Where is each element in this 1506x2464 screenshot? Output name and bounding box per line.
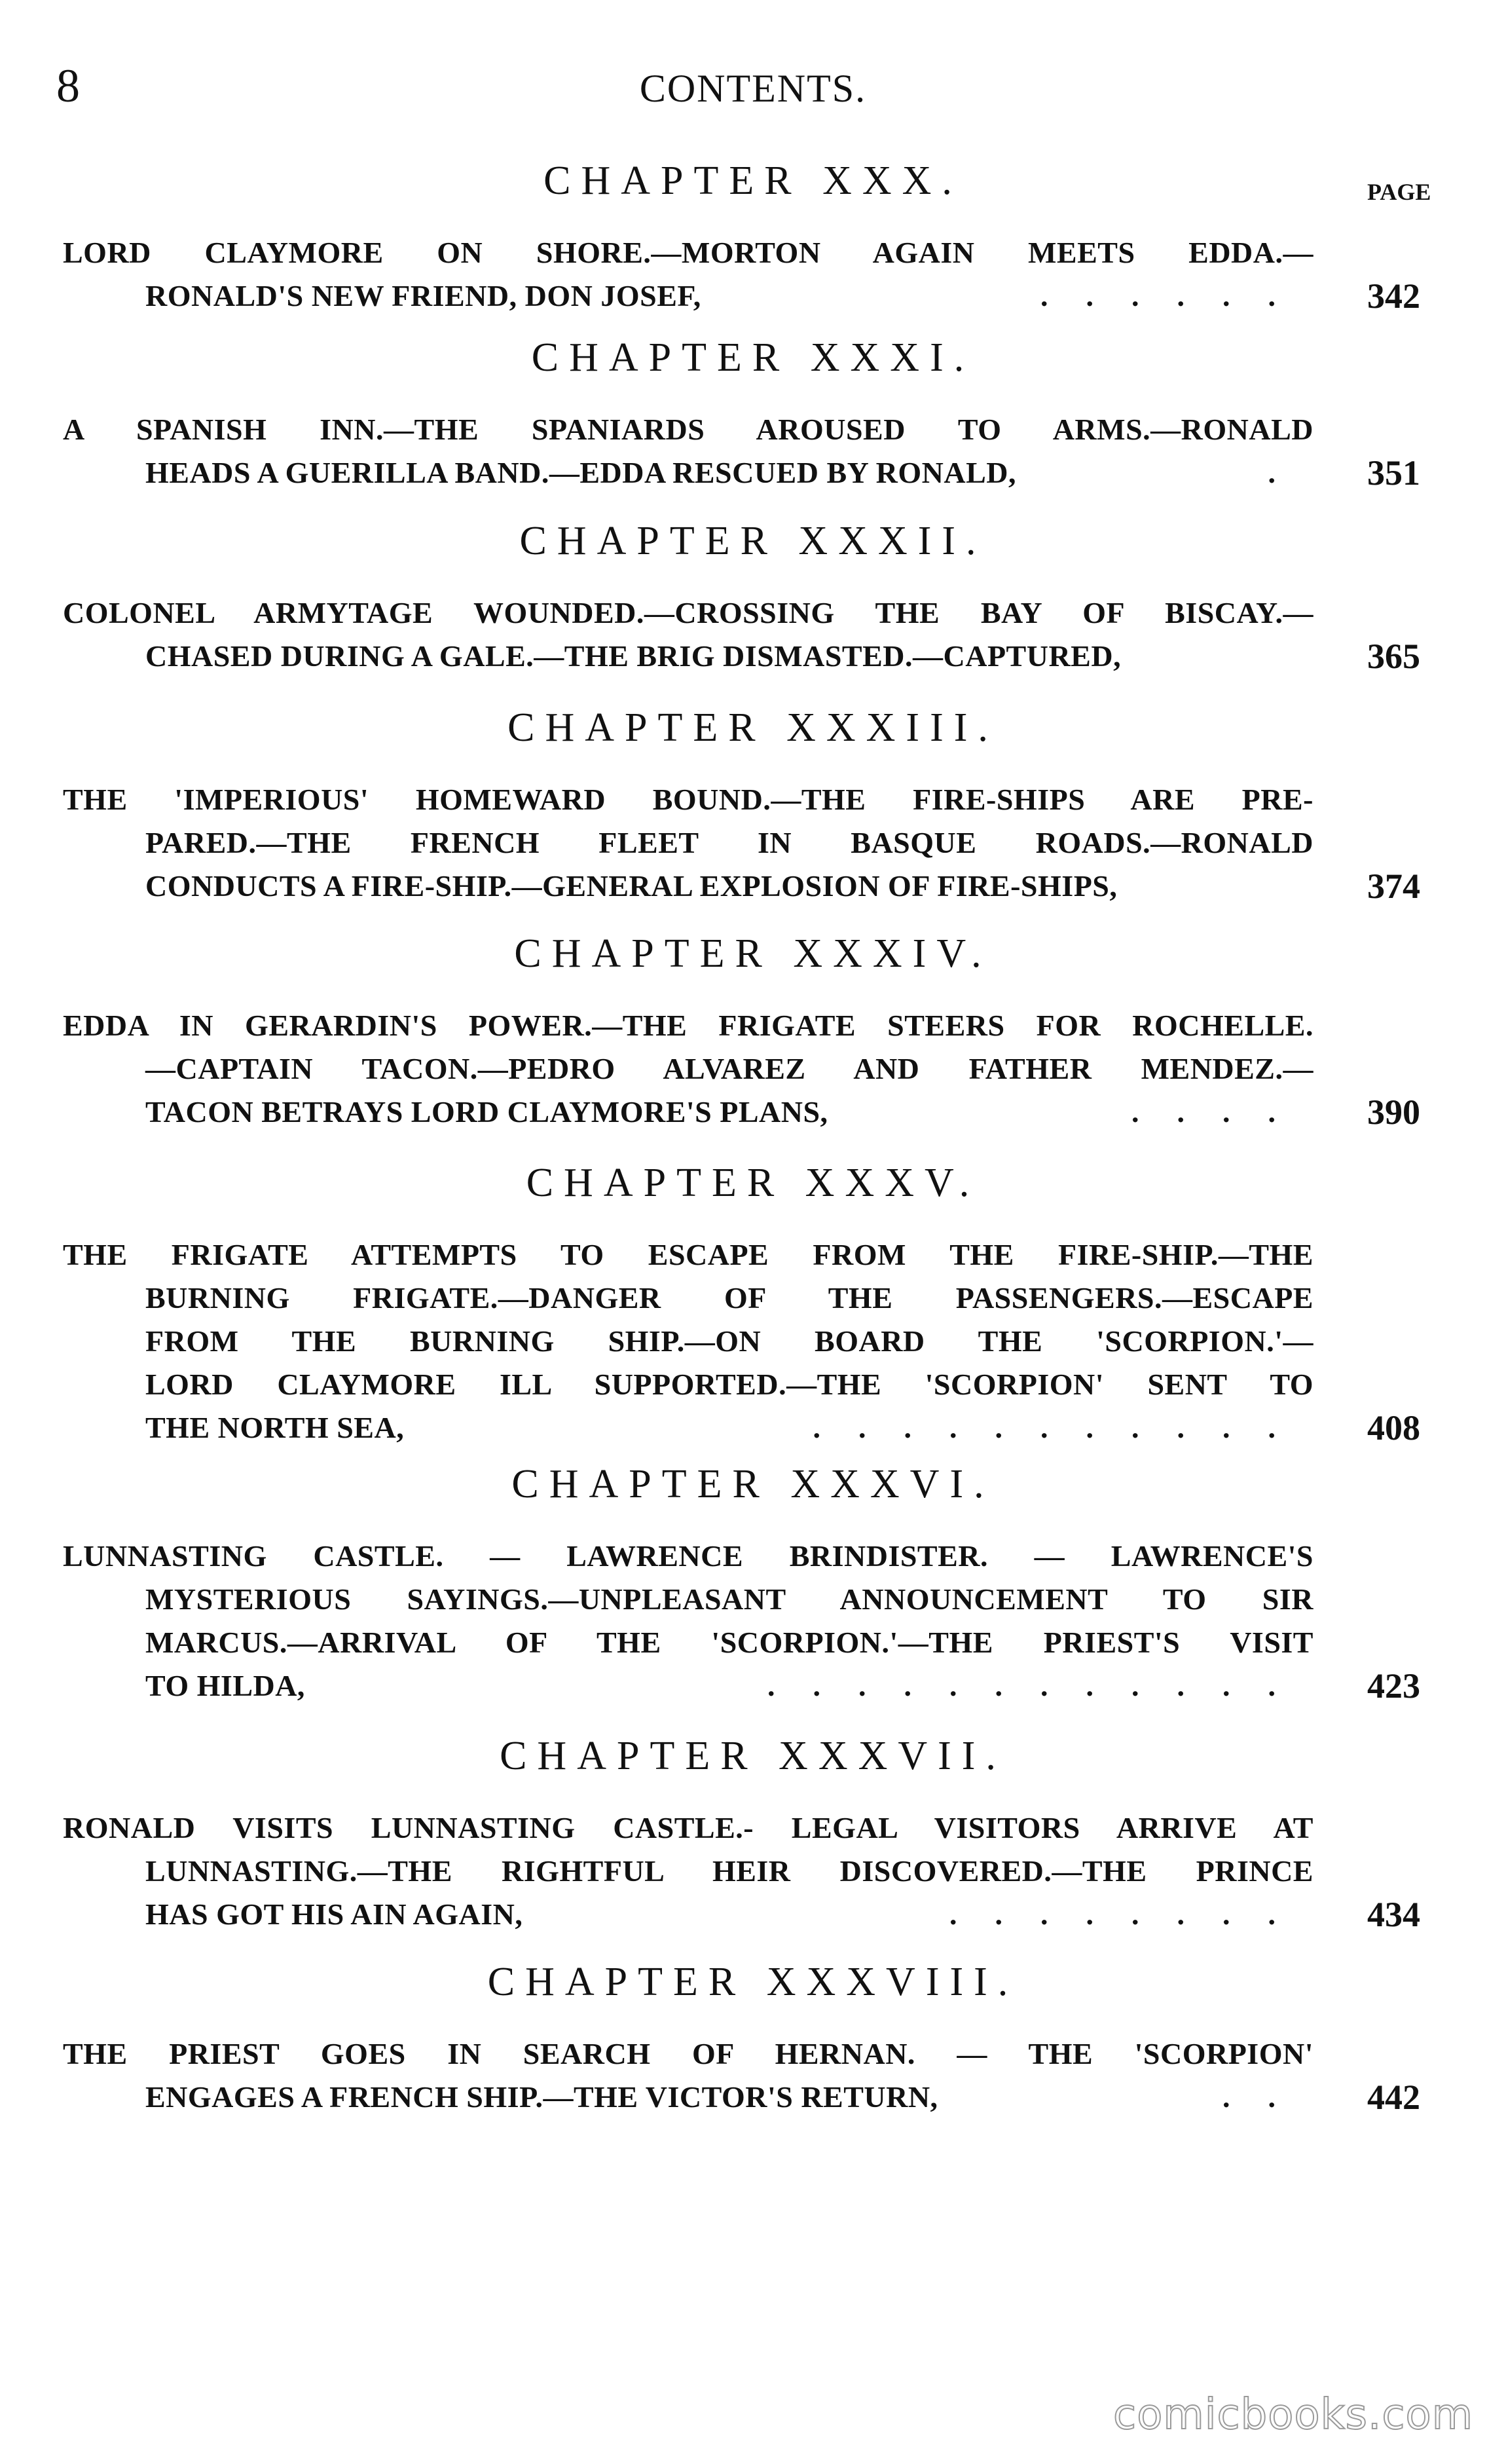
chapter-heading: CHAPTER XXXII. <box>519 519 987 563</box>
page-column-label: PAGE <box>1367 179 1431 205</box>
chapter-page-number: 374 <box>1367 867 1420 906</box>
summary-last-line <box>145 274 1313 318</box>
dot-leader: . <box>1268 456 1313 489</box>
summary-last-line <box>145 1091 1313 1134</box>
summary-line: LUNNASTING CASTLE. — LAWRENCE BRINDISTER. — LAWRENCE'S <box>63 1539 1313 1573</box>
summary-line: A SPANISH INN.—THE SPANIARDS AROUSED TO ARMS.—RONALD <box>63 413 1313 446</box>
chapter-summary <box>0 591 1506 678</box>
summary-line: RONALD VISITS LUNNASTING CASTLE.- LEGAL VISITORS ARRIVE AT <box>63 1811 1313 1844</box>
chapter-summary <box>0 2032 1506 2119</box>
chapter-heading: CHAPTER XXXVI. <box>511 1462 995 1506</box>
chapter-summary <box>0 1535 1506 1708</box>
summary-line: EDDA IN GERARDIN'S POWER.—THE FRIGATE STEERS FOR ROCHELLE. <box>63 1009 1313 1042</box>
chapter-entry <box>0 1736 1506 1936</box>
summary-line: CHASED DURING A GALE.—THE BRIG DISMASTED.—CAPTURED, <box>145 639 1122 673</box>
dot-leader: ........ <box>949 1897 1313 1931</box>
chapter-heading: CHAPTER XXXIII. <box>507 705 999 750</box>
chapter-page-number: 390 <box>1367 1092 1420 1132</box>
summary-last-line <box>145 2076 1313 2119</box>
summary-line: THE FRIGATE ATTEMPTS TO ESCAPE FROM THE FIRE-SHIP.—THE <box>63 1238 1313 1271</box>
summary-line: THE NORTH SEA, <box>145 1411 405 1444</box>
chapter-page-number: 434 <box>1367 1895 1420 1934</box>
summary-line: ENGAGES A FRENCH SHIP.—THE VICTOR'S RETURN, <box>145 2080 938 2114</box>
chapter-heading: CHAPTER XXXVII. <box>500 1734 1006 1778</box>
chapter-summary <box>0 1004 1506 1134</box>
summary-last-line <box>145 1664 1313 1708</box>
chapter-heading: CHAPTER XXXI. <box>531 335 975 380</box>
summary-line: LORD CLAYMORE ILL SUPPORTED.—THE 'SCORPION' SENT TO <box>145 1368 1313 1401</box>
chapter-summary <box>0 1806 1506 1936</box>
chapter-summary <box>0 408 1506 495</box>
summary-line: RONALD'S NEW FRIEND, DON JOSEF, <box>145 279 701 312</box>
summary-line: THE PRIEST GOES IN SEARCH OF HERNAN. — THE 'SCORPION' <box>63 2037 1313 2070</box>
summary-line: HEADS A GUERILLA BAND.—EDDA RESCUED BY RONALD, <box>145 456 1016 489</box>
dot-leader: .. <box>1222 2080 1313 2114</box>
running-title: CONTENTS. <box>639 67 867 110</box>
summary-line: —CAPTAIN TACON.—PEDRO ALVAREZ AND FATHER MENDEZ.— <box>145 1052 1313 1085</box>
summary-line: THE 'IMPERIOUS' HOMEWARD BOUND.—THE FIRE-SHIPS ARE PRE- <box>63 783 1313 816</box>
chapter-entry <box>0 160 1506 318</box>
chapter-heading: CHAPTER XXXVIII. <box>487 1960 1019 2004</box>
summary-line: LORD CLAYMORE ON SHORE.—MORTON AGAIN MEETS EDDA.— <box>63 236 1313 269</box>
dot-leader: ...... <box>1040 279 1313 312</box>
chapter-entry <box>0 707 1506 908</box>
chapter-summary <box>0 231 1506 318</box>
summary-last-line <box>145 865 1313 908</box>
summary-line: COLONEL ARMYTAGE WOUNDED.—CROSSING THE BAY OF BISCAY.— <box>63 596 1313 629</box>
summary-line: BURNING FRIGATE.—DANGER OF THE PASSENGERS.—ESCAPE <box>145 1281 1313 1315</box>
chapter-page-number: 365 <box>1367 637 1420 676</box>
dot-leader: ............ <box>767 1669 1313 1702</box>
page-number: 8 <box>56 60 80 112</box>
summary-last-line <box>145 1893 1313 1936</box>
summary-line: FROM THE BURNING SHIP.—ON BOARD THE 'SCORPION.'— <box>145 1324 1313 1358</box>
chapter-page-number: 442 <box>1367 2078 1420 2117</box>
dot-leader: .... <box>1131 1095 1313 1129</box>
chapter-entry <box>0 1464 1506 1708</box>
chapter-entry <box>0 1163 1506 1449</box>
chapter-entry <box>0 1962 1506 2119</box>
summary-last-line <box>145 451 1313 495</box>
chapter-entry <box>0 337 1506 495</box>
chapter-heading: CHAPTER XXXIV. <box>514 931 992 976</box>
summary-line: HAS GOT HIS AIN AGAIN, <box>145 1897 523 1931</box>
chapter-page-number: 351 <box>1367 453 1420 493</box>
watermark-logo: comicbooks.com <box>1113 2391 1474 2439</box>
chapter-page-number: 342 <box>1367 276 1420 316</box>
dot-leader: ........... <box>813 1411 1313 1444</box>
summary-line: TO HILDA, <box>145 1669 305 1702</box>
summary-line: CONDUCTS A FIRE-SHIP.—GENERAL EXPLOSION OF FIRE-SHIPS, <box>145 869 1118 903</box>
summary-line: TACON BETRAYS LORD CLAYMORE'S PLANS, <box>145 1095 828 1129</box>
summary-last-line <box>145 635 1313 678</box>
summary-line: MARCUS.—ARRIVAL OF THE 'SCORPION.'—THE PRIEST'S VISIT <box>145 1626 1313 1659</box>
chapter-page-number: 408 <box>1367 1408 1420 1447</box>
chapter-entry <box>0 933 1506 1134</box>
chapter-heading: CHAPTER XXXV. <box>526 1161 980 1205</box>
chapter-summary <box>0 778 1506 908</box>
summary-line: PARED.—THE FRENCH FLEET IN BASQUE ROADS.—RONALD <box>145 826 1313 859</box>
summary-line: LUNNASTING.—THE RIGHTFUL HEIR DISCOVERED.—THE PRINCE <box>145 1854 1313 1888</box>
chapter-entry <box>0 521 1506 678</box>
summary-line: MYSTERIOUS SAYINGS.—UNPLEASANT ANNOUNCEMENT TO SIR <box>145 1582 1313 1616</box>
summary-last-line <box>145 1406 1313 1449</box>
chapter-summary <box>0 1233 1506 1449</box>
chapter-page-number: 423 <box>1367 1666 1420 1706</box>
chapter-heading: CHAPTER XXX. <box>543 159 963 203</box>
